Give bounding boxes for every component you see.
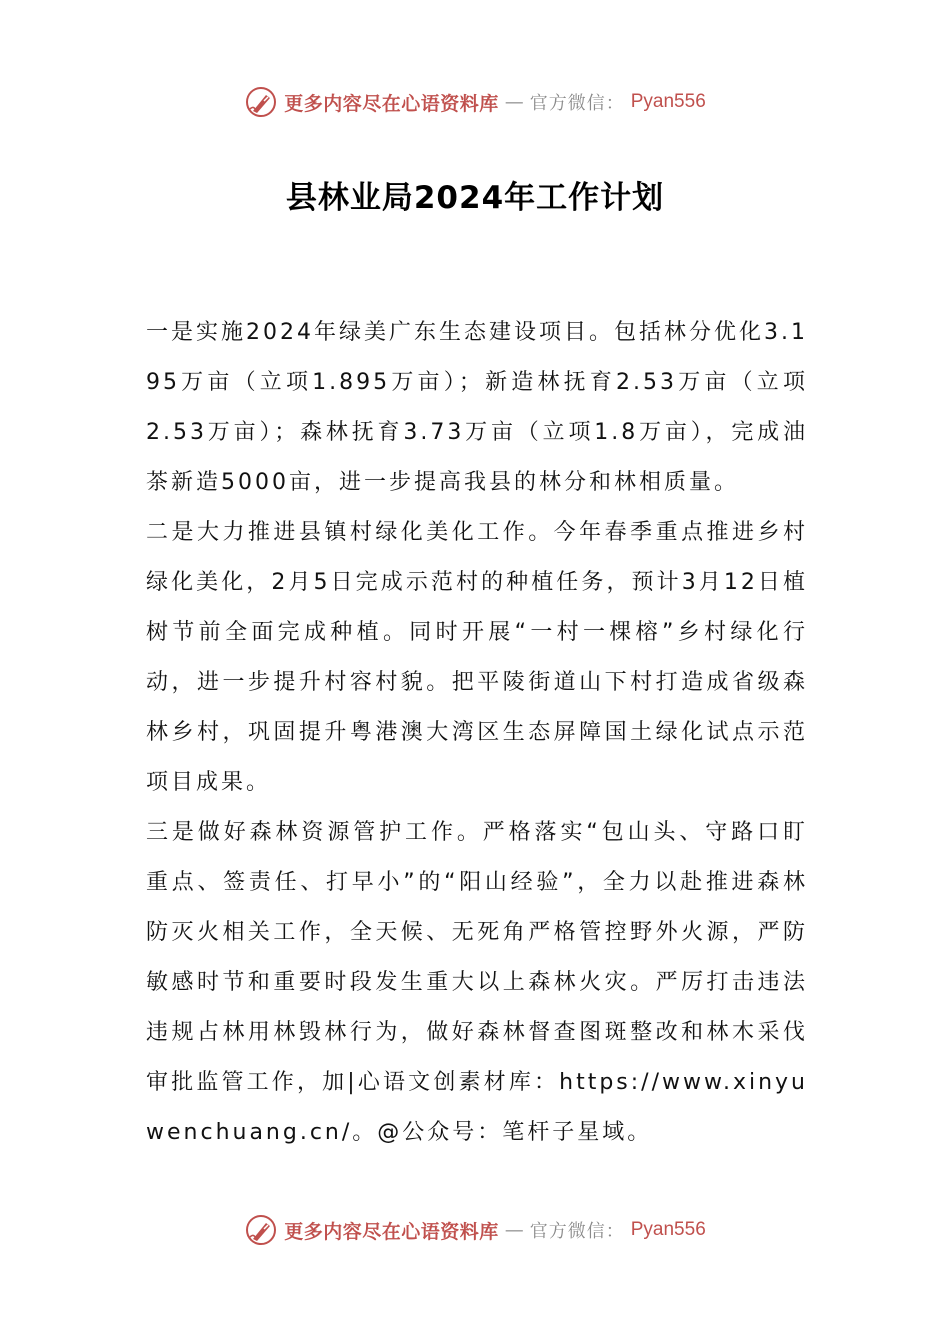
document-body [146, 308, 808, 1158]
watermark-main-text: 更多内容尽在心语资料库 [284, 92, 499, 115]
watermark-wechat-id: Pyan556 [630, 91, 706, 112]
paragraph-1: 一是实施2024年绿美广东生态建设项目。包括林分优化3.195万亩（立项1.895万亩）；新造林抚育2.53万亩（立项2.53万亩）；森林抚育3.73万亩（立项1.8万亩），完成油茶新造5000亩，进一步提高我县的林分和林相质量。 [146, 320, 808, 495]
watermark-dash: — [504, 91, 524, 113]
footer-watermark-banner [0, 1210, 950, 1250]
watermark-main-text: 更多内容尽在心语资料库 [284, 1220, 499, 1243]
pen-nib-logo-icon [244, 85, 278, 119]
paragraph-2: 二是大力推进县镇村绿化美化工作。今年春季重点推进乡村绿化美化，2月5日完成示范村的种植任务，预计3月12日植树节前全面完成种植。同时开展“一村一棵榕”乡村绿化行动，进一步提升村容村貌。把平陵街道山下村打造成省级森林乡村，巩固提升粤港澳大湾区生态屏障国土绿化试点示范项目成果。 [146, 520, 808, 795]
paragraph-3: 三是做好森林资源管护工作。严格落实“包山头、守路口盯重点、签责任、打早小”的“阳山经验”，全力以赴推进森林防灭火相关工作，全天候、无死角严格管控野外火源，严防敏感时节和重要时段发生重大以上森林火灾。严厉打击违法违规占林用林毁林行为，做好森林督查图斑整改和林木采伐审批监管工作，加|心语文创素材库：https://www.xinyuwenchuang.cn/。@公众号：笔杆子星域。 [146, 820, 808, 1145]
watermark-wechat-id: Pyan556 [630, 1219, 706, 1240]
watermark-dash: — [504, 1219, 524, 1241]
document-title: 县林业局2024年工作计划 [285, 180, 665, 216]
watermark-official-text: 官方微信： [529, 1221, 625, 1242]
watermark-official-text: 官方微信： [529, 93, 625, 114]
header-watermark-banner [0, 82, 950, 122]
pen-nib-logo-icon [244, 1213, 278, 1247]
